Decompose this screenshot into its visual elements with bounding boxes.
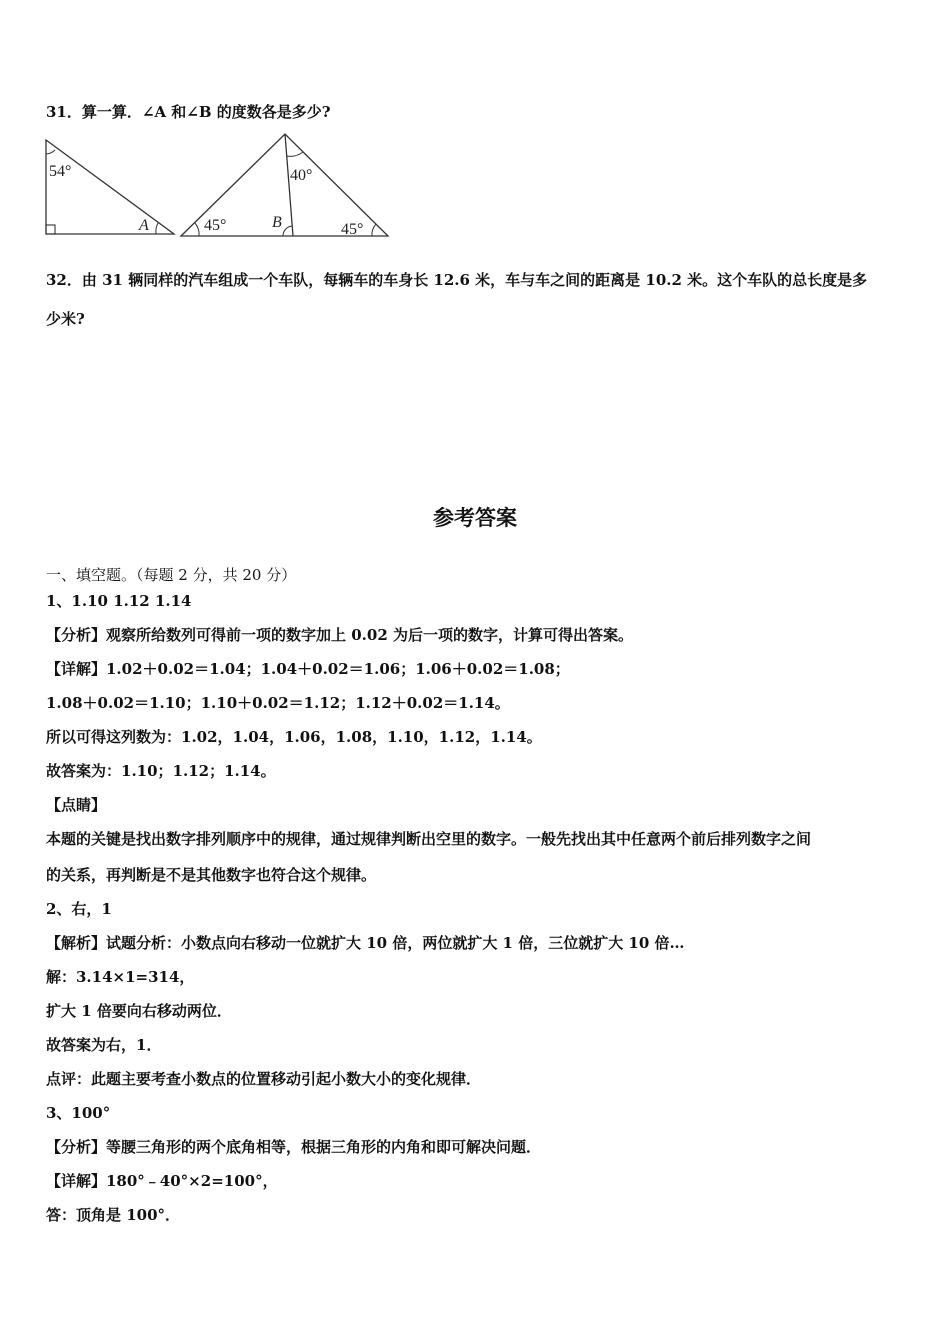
angle-54-arc xyxy=(46,150,55,154)
answer-3-head: 3、100° xyxy=(46,1104,111,1122)
question-32-line1: 32．由 31 辆同样的汽车组成一个车队，每辆车的车身长 12.6 米，车与车之间的距离是 10.2 米。这个车队的总长度是多 xyxy=(46,271,868,289)
answer-1-detail-2: 1.08＋0.02＝1.10；1.10＋0.02＝1.12；1.12＋0.02＝1.14。 xyxy=(46,694,510,712)
answers-title: 参考答案 xyxy=(433,506,517,530)
angle-40-label: 40° xyxy=(290,167,313,184)
answer-3-detail: 【详解】180°﹣40°×2=100°， xyxy=(46,1172,278,1190)
answer-1-comment-head: 【点睛】 xyxy=(46,796,107,814)
angle-left-45-label: 45° xyxy=(204,217,227,234)
angle-b-label: B xyxy=(272,214,282,231)
answer-1-detail-3: 所以可得这列数为：1.02，1.04，1.06，1.08，1.10，1.12，1.14。 xyxy=(46,728,542,746)
section-1-heading: 一、填空题。（每题 2 分，共 20 分） xyxy=(46,566,297,584)
answer-1-analysis: 【分析】观察所给数列可得前一项的数字加上 0.02 为后一项的数字，计算可得出答案。 xyxy=(46,626,633,644)
answer-1-comment-1: 本题的关键是找出数字排列顺序中的规律，通过规律判断出空里的数字。一般先找出其中任意两个前后排列数字之间 xyxy=(46,830,812,848)
question-31-text: 31．算一算．∠A 和∠B 的度数各是多少? xyxy=(46,103,331,121)
answer-1-detail-1: 【详解】1.02＋0.02＝1.04；1.04＋0.02＝1.06；1.06＋0.02＝1.08； xyxy=(46,660,570,678)
right-angle-mark xyxy=(46,225,55,234)
left-triangle xyxy=(46,140,174,234)
answer-2-analysis: 【解析】试题分析：小数点向右移动一位就扩大 10 倍，两位就扩大 1 倍，三位就扩大 10 倍… xyxy=(46,934,685,952)
answer-1-detail-4: 故答案为：1.10；1.12；1.14。 xyxy=(46,762,276,780)
answer-2-solution-3: 故答案为右，1． xyxy=(46,1036,162,1054)
answer-2-review: 点评：此题主要考查小数点的位置移动引起小数大小的变化规律． xyxy=(46,1070,482,1088)
answer-1-head: 1、1.10 1.12 1.14 xyxy=(46,592,192,610)
triangles-figure xyxy=(40,128,400,243)
angle-b-arc xyxy=(283,226,292,236)
answer-2-solution-1: 解：3.14×1=314， xyxy=(46,968,195,986)
angle-left-45-arc xyxy=(195,223,199,236)
answer-2-head: 2、右，1 xyxy=(46,900,112,918)
question-32-line2: 少米? xyxy=(46,310,85,328)
answer-3-answer: 答：顶角是 100°． xyxy=(46,1206,181,1224)
angle-right-45-label: 45° xyxy=(341,221,364,238)
answer-1-comment-2: 的关系，再判断是不是其他数字也符合这个规律。 xyxy=(46,866,377,884)
answer-3-analysis: 【分析】等腰三角形的两个底角相等，根据三角形的内角和即可解决问题． xyxy=(46,1138,542,1156)
cevian-line xyxy=(285,134,293,236)
answer-2-solution-2: 扩大 1 倍要向右移动两位． xyxy=(46,1002,232,1020)
angle-right-45-arc xyxy=(372,224,376,236)
angle-54-label: 54° xyxy=(49,163,72,180)
angle-a-arc xyxy=(156,223,158,234)
angle-40-arc xyxy=(286,152,303,156)
angle-a-label: A xyxy=(139,217,149,234)
